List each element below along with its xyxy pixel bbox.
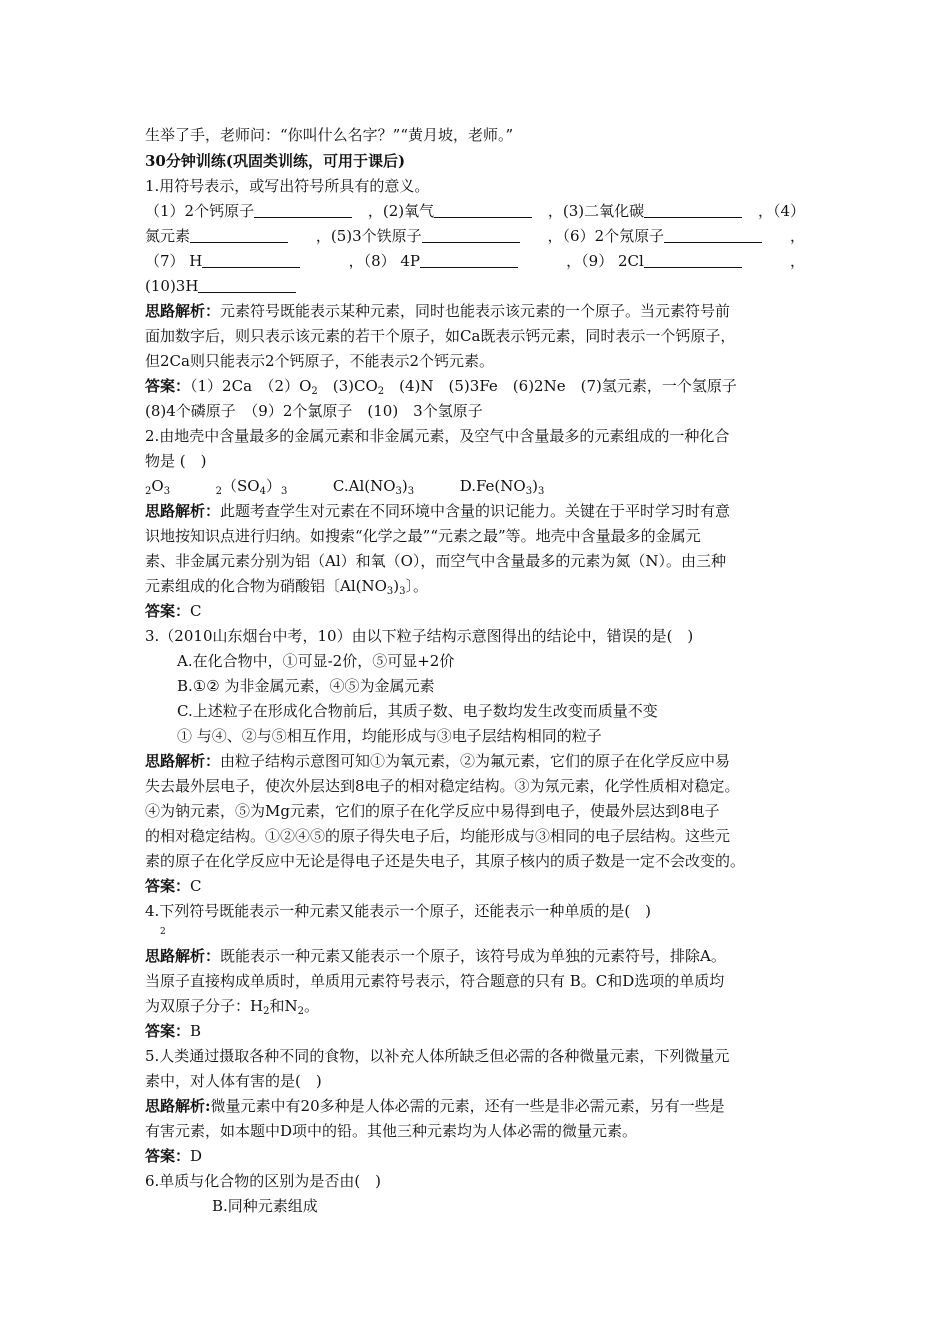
q2-analysis: 识地按知识点进行归纳。如搜索“化学之最”“元素之最”等。地壳中含量最多的金属元 [145, 527, 701, 545]
q1-item: ， [789, 252, 805, 270]
q4-analysis: 思路解析：既能表示一种元素又能表示一个原子，该符号成为单独的元素符号，排除A。 [145, 947, 726, 965]
q1-item: ，（4） [757, 202, 805, 220]
q3-analysis: 素的原子在化学反应中无论是得电子还是失电子，其原子核内的质子数是一定不会改变的。 [145, 852, 746, 870]
q2-answer: 答案：C [145, 602, 202, 620]
q6-stem: 6.单质与化合物的区别为是否由( ) [145, 1172, 382, 1190]
q1-item: ，（9） 2Cl [566, 250, 742, 272]
q1-answer: (8)4个磷原子 （9）2个氯原子 (10) 3个氢原子 [145, 402, 483, 420]
stray-subscript: 2 [160, 927, 166, 937]
q2-analysis: 元素组成的化合物为硝酸铝〔$Al(NO_3)_3$〕。 [145, 577, 429, 597]
analysis-label: 思路解析： [145, 947, 221, 965]
q3-analysis: 思路解析：由粒子结构示意图可知①为氧元素，②为氟元素，它们的原子在化学反应中易 [145, 752, 731, 770]
q1-item: ， [789, 227, 805, 245]
q4-analysis: 为双原子分子：$H_2$和$N_2$。 [145, 997, 319, 1017]
option-b[interactable]: B.同种元素组成 [212, 1197, 318, 1215]
answer-blank[interactable] [422, 228, 520, 243]
answer-blank[interactable] [202, 253, 300, 268]
analysis-label: 思路解析: [145, 1097, 211, 1115]
option-b[interactable]: $_2(SO_4)_3$ [215, 477, 288, 497]
analysis-label: 思路解析： [145, 302, 221, 320]
q1-analysis: 面加数字后，则只表示该元素的若干个原子，如Ca既表示钙元素，同时表示一个钙原子， [145, 327, 736, 345]
answer-label: 答案： [145, 1022, 191, 1040]
analysis-label: 思路解析： [145, 752, 221, 770]
q4-answer: 答案：B [145, 1022, 202, 1040]
option-a[interactable]: $_2O_3$ [145, 477, 171, 497]
answer-blank[interactable] [434, 203, 532, 218]
q3-analysis: ④为钠元素，⑤为Mg元素，它们的原子在化学反应中易得到电子，使最外层达到8电子 [145, 802, 720, 820]
answer-blank[interactable] [644, 203, 742, 218]
answer-label: 答案： [145, 602, 191, 620]
q4-stem: 4.下列符号既能表示一种元素又能表示一个原子，还能表示一种单质的是( ) [145, 902, 652, 920]
answer-blank[interactable] [664, 228, 762, 243]
option-c[interactable]: $C.Al(NO_3)_3$ [332, 477, 415, 497]
analysis-label: 思路解析： [145, 502, 221, 520]
option-d[interactable]: ① 与④、②与⑤相互作用，均能形成与③电子层结构相同的粒子 [177, 727, 602, 745]
q5-stem: 5.人类通过摄取各种不同的食物，以补充人体所缺乏但必需的各种微量元素，下列微量元 [145, 1047, 730, 1065]
answer-label: 答案： [145, 1147, 191, 1165]
q3-analysis: 的相对稳定结构。①②④⑤的原子得失电子后，均能形成与③相同的电子层结构。这些元 [145, 827, 731, 845]
q1-row4: (10)3H [145, 275, 296, 297]
answer-blank[interactable] [420, 253, 518, 268]
q1-item: （7） H [145, 250, 300, 272]
option-b[interactable]: B.①② 为非金属元素，④⑤为金属元素 [177, 677, 435, 695]
q2-stem: 2.由地壳中含量最多的金属元素和非金属元素，及空气中含量最多的元素组成的一种化合 [145, 427, 730, 445]
q2-analysis: 思路解析：此题考查学生对元素在不同环境中含量的识记能力。关键在于平时学习时有意 [145, 502, 731, 520]
q2-analysis: 素、非金属元素分别为铝（Al）和氧（O），而空气中含量最多的元素为氮（N）。由三种 [145, 552, 727, 570]
q1-item: ，(5)3个铁原子 [316, 225, 520, 247]
text-line: 生举了手，老师问：“你叫什么名字？”“黄月坡，老师。” [145, 126, 514, 144]
option-c[interactable]: C.上述粒子在形成化合物前后，其质子数、电子数均发生改变而质量不变 [177, 702, 658, 720]
answer-label: 答案： [145, 377, 191, 395]
q5-stem: 素中，对人体有害的是( ) [145, 1072, 322, 1090]
option-d[interactable]: $D.Fe(NO_3)_3$ [459, 477, 545, 497]
q5-analysis: 有害元素，如本题中D项中的铅。其他三种元素均为人体必需的微量元素。 [145, 1122, 638, 1140]
answer-blank[interactable] [644, 253, 742, 268]
section-title: 30分钟训练(巩固类训练，可用于课后) [145, 152, 406, 170]
q1-analysis: 但2Ca则只能表示2个钙原子，不能表示2个钙元素。 [145, 352, 495, 370]
q1-item: ，（8） 4P [349, 250, 518, 272]
q3-answer: 答案：C [145, 877, 202, 895]
q3-analysis: 失去最外层电子，使次外层达到8电子的相对稳定结构。③为氖元素，化学性质相对稳定。 [145, 777, 740, 795]
q1-item: ，(2)氧气 [368, 200, 532, 222]
q1-row3 [145, 250, 805, 272]
q3-stem: 3.（2010山东烟台中考，10）由以下粒子结构示意图得出的结论中，错误的是( ) [145, 627, 694, 645]
answer-blank[interactable] [254, 203, 352, 218]
q5-answer: 答案：D [145, 1147, 203, 1165]
q2-options [145, 475, 544, 503]
q4-analysis: 当原子直接构成单质时，单质用元素符号表示，符合题意的只有 B。C和D选项的单质均 [145, 972, 725, 990]
q1-analysis: 思路解析：元素符号既能表示某种元素，同时也能表示该元素的一个原子。当元素符号前 [145, 302, 731, 320]
q5-analysis: 思路解析:微量元素中有20多种是人体必需的元素，还有一些是非必需元素，另有一些是 [145, 1097, 725, 1115]
q1-item: （1）2个钙原子 [145, 200, 352, 222]
q1-row1 [145, 200, 805, 222]
answer-blank[interactable] [198, 278, 296, 293]
q1-answer: 答案：（1）2Ca $(2)O_2$ $(3)CO_2$ (4)N (5)3Fe (6)2Ne (7)氢元素，一个氢原子 [145, 377, 737, 397]
q1-item: ，（6）2个氖原子 [548, 225, 763, 247]
q1-stem: 1.用符号表示，或写出符号所具有的意义。 [145, 177, 430, 195]
q1-item: 氮元素 [145, 225, 288, 247]
answer-label: 答案： [145, 877, 191, 895]
option-a[interactable]: A.在化合物中，①可显-2价，⑤可显+2价 [177, 652, 455, 670]
answer-blank[interactable] [190, 228, 288, 243]
q2-stem: 物是 ( ) [145, 452, 207, 470]
q1-item: ，(3)二氧化碳 [548, 200, 742, 222]
q1-row2 [145, 225, 805, 247]
